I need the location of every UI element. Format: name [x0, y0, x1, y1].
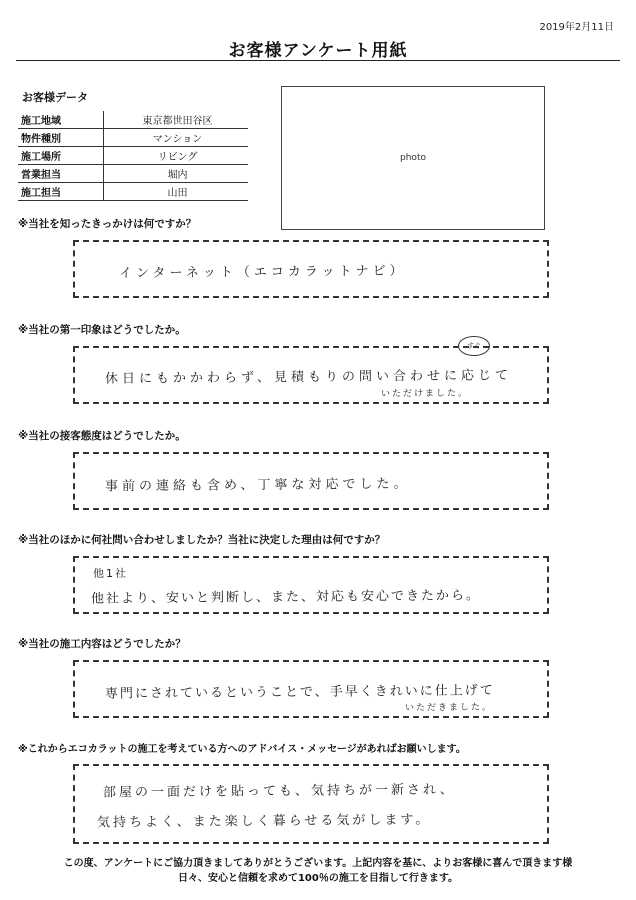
customer-data-table — [18, 111, 248, 201]
table-row — [18, 165, 248, 183]
answer-box-5 — [73, 660, 549, 718]
row-value: マンション — [104, 129, 249, 147]
answer-2-line-2: いただけました。 — [380, 388, 470, 400]
row-value: 堀内 — [104, 165, 249, 183]
answer-6-line-2: 気持ちよく、また楽しく暮らせる気がします。 — [96, 812, 432, 831]
answer-box-3 — [73, 452, 549, 510]
row-label: 施工担当 — [18, 183, 104, 201]
photo-placeholder — [281, 86, 545, 230]
photo-label: photo — [400, 153, 426, 163]
answer-box-6 — [73, 764, 549, 844]
page-title: お客様アンケート用紙 — [228, 41, 408, 61]
customer-section-title: お客様データ — [22, 91, 88, 104]
row-label: 営業担当 — [18, 165, 104, 183]
answer-5-line-2: いただきました。 — [404, 702, 494, 714]
question-1: ※当社を知ったきっかけは何ですか？ — [18, 218, 197, 230]
question-5: ※当社の施工内容はどうでしたか？ — [18, 638, 186, 650]
row-value: 東京都世田谷区 — [104, 111, 249, 129]
table-row — [18, 183, 248, 201]
answer-box-4 — [73, 556, 549, 614]
answer-box-1 — [73, 240, 549, 298]
table-row — [18, 129, 248, 147]
question-3: ※当社の接客態度はどうでしたか。 — [18, 430, 186, 442]
title-underline — [16, 60, 620, 61]
footer-line-1: この度、アンケートにご協力頂きましてありがとうございます。上記内容を基に、よりお客様に喜んで頂きます様 — [63, 858, 573, 869]
row-label: 施工場所 — [18, 147, 104, 165]
answer-6-line-1: 部屋の一面だけを貼っても、気持ちが一新され、 — [102, 782, 456, 801]
answer-5-line-1: 専門にされているということで、手早くきれいに仕上げて — [104, 683, 495, 702]
answer-3-line-1: 事前の連絡も含め、丁寧な対応でした。 — [104, 476, 411, 495]
footer-line-2: 日々、安心と信頼を求めて100％の施工を目指して行きます。 — [177, 873, 459, 884]
question-6: ※これからエコカラットの施工を考えている方へのアドバイス・メッセージがあればお願いします。 — [18, 744, 466, 755]
table-row — [18, 147, 248, 165]
question-4: ※当社のほかに何社問い合わせしましたか？当社に決定した理由は何ですか？ — [18, 534, 386, 546]
row-label: 施工地域 — [18, 111, 104, 129]
answer-4-line-1: 他1社 — [92, 566, 129, 581]
answer-4-line-2: 他社より、安いと判断し、また、対応も安心できたから。 — [90, 588, 482, 607]
row-label: 物件種別 — [18, 129, 104, 147]
question-2: ※当社の第一印象はどうでしたか。 — [18, 324, 186, 336]
answer-1-line-1: インターネット（エコカラットナビ） — [118, 263, 407, 282]
table-row — [18, 111, 248, 129]
handwritten-annotation: すぐ — [458, 336, 490, 356]
row-value: 山田 — [104, 183, 249, 201]
date: 2019年2月11日 — [539, 22, 614, 33]
footer-message — [0, 856, 636, 886]
answer-2-line-1: 休日にもかかわらず、見積もりの問い合わせに応じて — [104, 368, 513, 387]
row-value: リビング — [104, 147, 249, 165]
